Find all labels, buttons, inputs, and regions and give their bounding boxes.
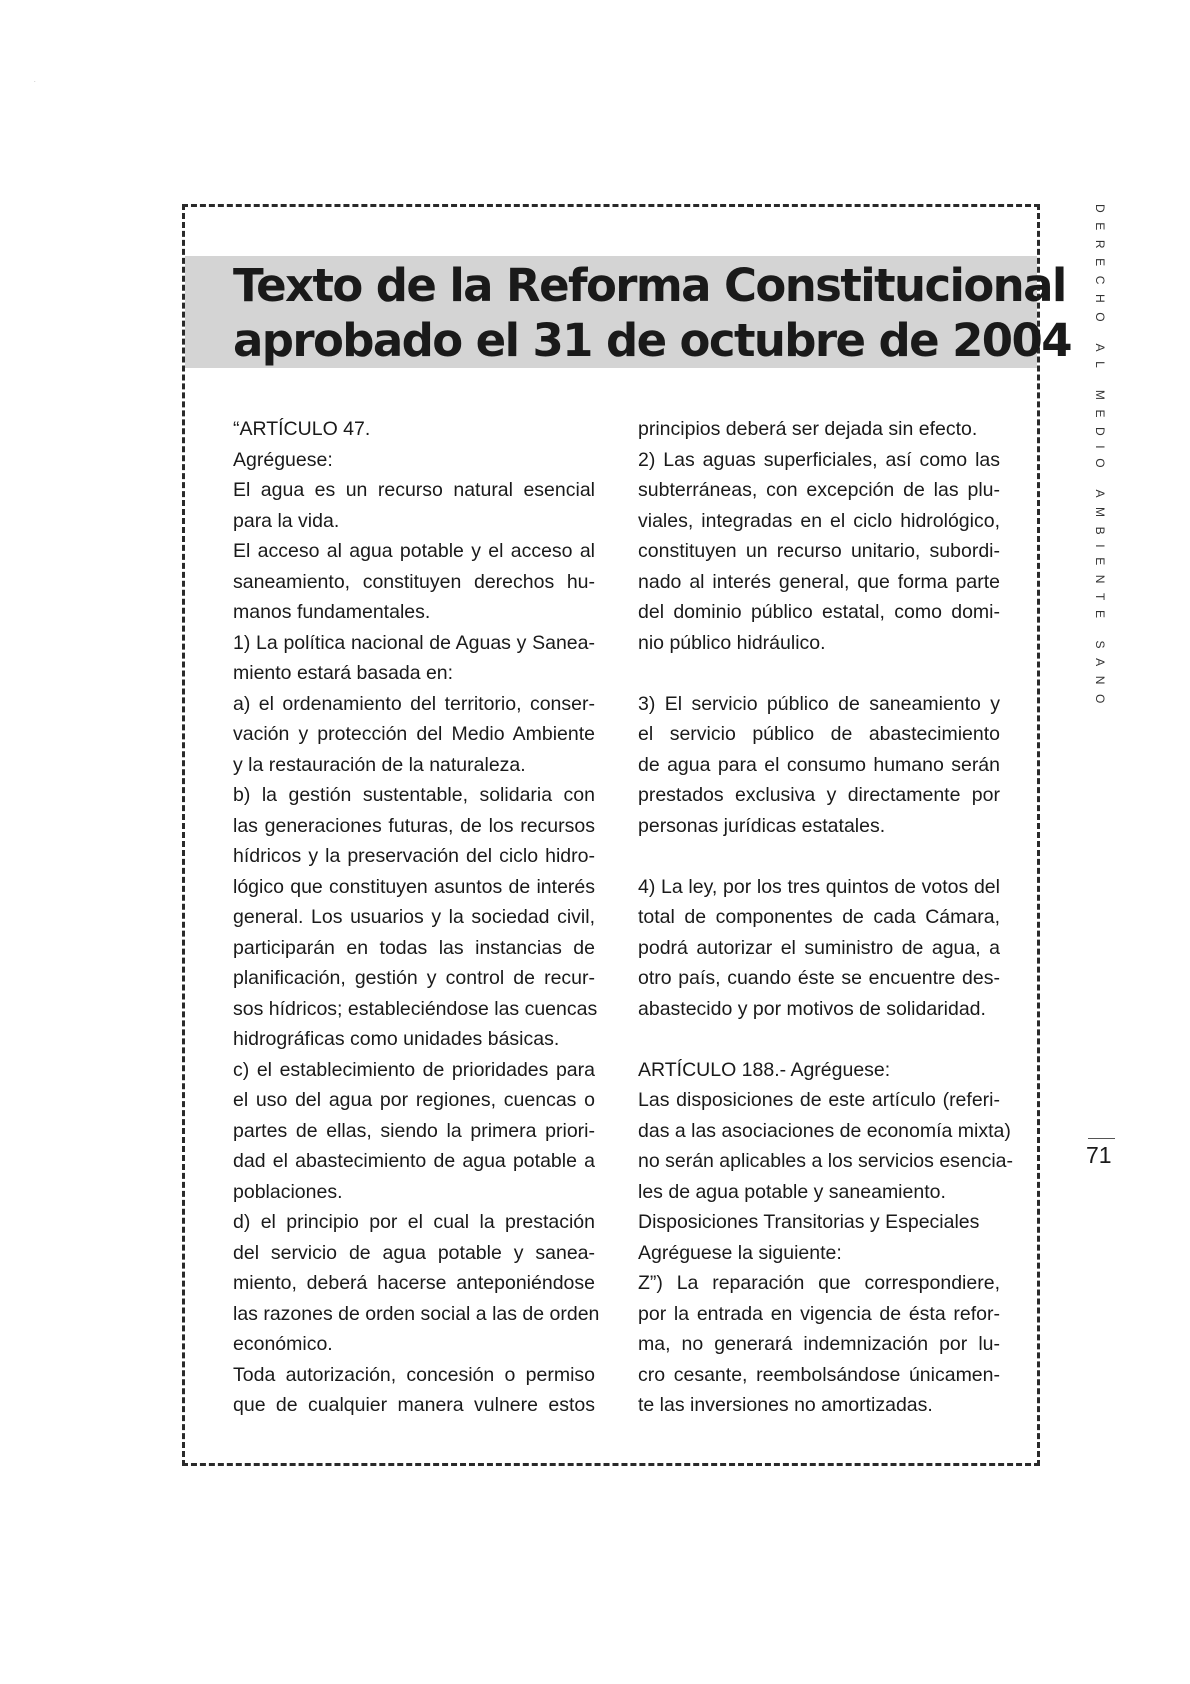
text-line: c) el establecimiento de prioridades para xyxy=(233,1058,595,1081)
text-line: total de componentes de cada Cámara, xyxy=(638,906,1000,928)
text-line: otro país, cuando éste se encuentre des- xyxy=(638,967,1000,989)
text-line: económico. xyxy=(233,1333,333,1355)
text-line: cro cesante, reembolsándose únicamen- xyxy=(638,1363,1000,1386)
text-line: que de cualquier manera vulnere estos xyxy=(233,1394,595,1416)
text-line: planificación, gestión y control de recur- xyxy=(233,967,595,989)
text-line: principios deberá ser dejada sin efecto. xyxy=(638,418,978,440)
text-line: b) la gestión sustentable, solidaria con xyxy=(233,784,595,806)
text-line: ma, no generará indemnización por lu- xyxy=(638,1333,1000,1355)
text-line: para la vida. xyxy=(233,509,340,532)
text-line: El agua es un recurso natural esencial xyxy=(233,479,595,501)
page-number: 71 xyxy=(1086,1142,1112,1168)
text-line: lógico que constituyen asuntos de interés xyxy=(233,875,595,898)
text-line: poblaciones. xyxy=(233,1180,343,1203)
text-line: ARTÍCULO 188.- Agréguese: xyxy=(638,1058,891,1081)
blank-line xyxy=(638,658,1000,689)
text-line: las generaciones futuras, de los recursos xyxy=(233,814,595,837)
text-line: 4) La ley, por los tres quintos de votos del xyxy=(638,875,1000,898)
text-line: por la entrada en vigencia de ésta refor- xyxy=(638,1302,1000,1325)
text-line: de agua para el consumo humano serán xyxy=(638,753,1000,776)
text-line: miento, deberá hacerse anteponiéndose xyxy=(233,1272,595,1294)
text-line: personas jurídicas estatales. xyxy=(638,814,886,837)
text-line: Z”) La reparación que correspondiere, xyxy=(638,1272,1000,1294)
text-line: del dominio público estatal, como domi- xyxy=(638,601,1000,623)
page-number-rule xyxy=(1088,1138,1115,1139)
text-line: d) el principio por el cual la prestación xyxy=(233,1211,595,1233)
text-line: 3) El servicio público de saneamiento y xyxy=(638,692,1000,715)
text-line: el uso del agua por regiones, cuencas o xyxy=(233,1089,595,1111)
text-line: podrá autorizar el suministro de agua, a xyxy=(638,936,1000,959)
text-line: Agréguese: xyxy=(233,448,333,471)
text-line: hídricos y la preservación del ciclo hidro- xyxy=(233,845,595,867)
blank-line xyxy=(638,1024,1000,1055)
text-line: El acceso al agua potable y el acceso al xyxy=(233,540,595,562)
text-line: hidrográficas como unidades básicas. xyxy=(233,1028,560,1050)
left-column xyxy=(233,414,600,1421)
text-line: “ARTÍCULO 47. xyxy=(233,418,371,440)
text-line: participarán en todas las instancias de xyxy=(233,936,595,959)
running-header: DERECHO AL MEDIO AMBIENTE SANO xyxy=(1093,204,1107,713)
text-line: general. Los usuarios y la sociedad civil, xyxy=(233,906,595,928)
text-line: saneamiento, constituyen derechos hu- xyxy=(233,570,595,593)
title-line: Texto de la Reforma Constitucional xyxy=(233,259,1066,312)
text-line: constituyen un recurso unitario, subordi- xyxy=(638,540,1000,562)
text-line: miento estará basada en: xyxy=(233,662,454,684)
text-line: partes de ellas, siendo la primera priori- xyxy=(233,1119,595,1142)
text-line: 1) La política nacional de Aguas y Sanea- xyxy=(233,631,595,654)
text-line: viales, integradas en el ciclo hidrológico, xyxy=(638,509,1000,532)
text-line: Agréguese la siguiente: xyxy=(638,1241,842,1264)
text-line: y la restauración de la naturaleza. xyxy=(233,753,526,776)
text-line: nado al interés general, que forma parte xyxy=(638,570,1000,593)
text-line: del servicio de agua potable y sanea- xyxy=(233,1241,595,1264)
text-line: a) el ordenamiento del territorio, conser- xyxy=(233,692,595,715)
text-line: prestados exclusiva y directamente por xyxy=(638,784,1000,806)
text-line: Toda autorización, concesión o permiso xyxy=(233,1363,595,1386)
text-line: sos hídricos; estableciéndose las cuencas xyxy=(233,997,598,1020)
text-line: 2) Las aguas superficiales, así como las xyxy=(638,448,1000,471)
text-line: Las disposiciones de este artículo (referi- xyxy=(638,1089,1000,1111)
blank-line xyxy=(638,841,1000,872)
text-line: te las inversiones no amortizadas. xyxy=(638,1394,933,1416)
text-line: abastecido y por motivos de solidaridad. xyxy=(638,997,986,1020)
text-line: dad el abastecimiento de agua potable a xyxy=(233,1150,595,1172)
text-line: nio público hidráulico. xyxy=(638,631,826,654)
text-line: no serán aplicables a los servicios esencia- xyxy=(638,1150,1014,1172)
title-line: aprobado el 31 de octubre de 2004 xyxy=(233,314,1071,367)
text-line: subterráneas, con excepción de las plu- xyxy=(638,479,1000,501)
text-line: las razones de orden social a las de orden xyxy=(233,1302,600,1325)
text-line: vación y protección del Medio Ambiente xyxy=(233,723,595,745)
text-line: les de agua potable y saneamiento. xyxy=(638,1180,946,1203)
page-title xyxy=(233,258,1071,368)
text-line: el servicio público de abastecimiento xyxy=(638,723,1000,745)
right-column xyxy=(638,414,1014,1421)
text-line: Disposiciones Transitorias y Especiales xyxy=(638,1211,980,1233)
corner-mark: . xyxy=(34,78,36,84)
text-line: manos fundamentales. xyxy=(233,601,431,623)
text-line: das a las asociaciones de economía mixta) xyxy=(638,1119,1011,1142)
